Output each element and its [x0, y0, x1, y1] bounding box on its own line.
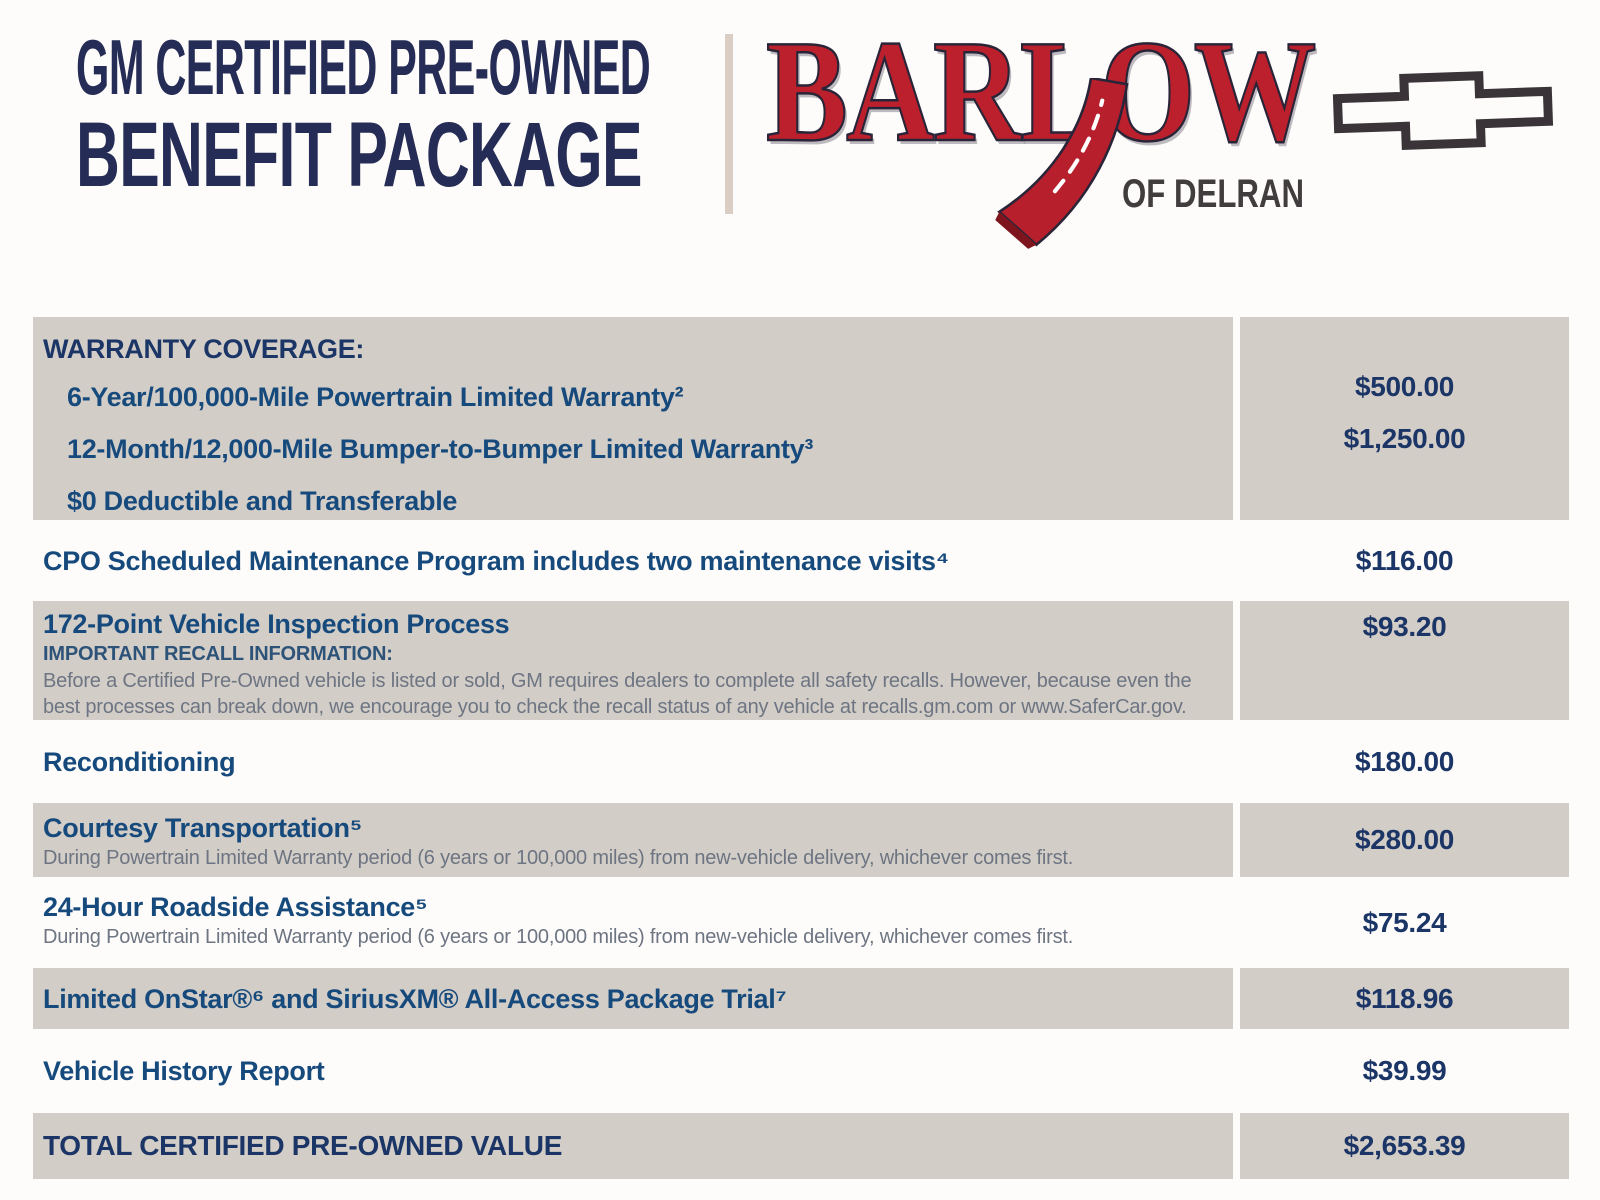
cpo-maintenance-price-cell — [1240, 523, 1569, 598]
onstar-siriusxm-cell — [33, 965, 1233, 1032]
recall-info-note: Before a Certified Pre-Owned vehicle is listed or sold, GM requires dealers to complete all safety recalls. However, because even the best processes can break down, we encourage you to check the recall status of any vehicle at recalls.gm.com or www.SaferCar.gov. — [43, 670, 1192, 718]
total-cell — [33, 1110, 1233, 1182]
courtesy-transportation-title: Courtesy Transportation⁵ — [43, 813, 363, 843]
courtesy-transportation-cell — [33, 800, 1233, 880]
onstar-siriusxm-title: Limited OnStar®⁶ and SiriusXM® All-Access Package Trial⁷ — [43, 983, 787, 1014]
onstar-siriusxm-price-cell — [1240, 965, 1569, 1032]
cpo-maintenance-title: CPO Scheduled Maintenance Program includes two maintenance visits⁴ — [43, 545, 949, 576]
vehicle-history-cell — [33, 1032, 1233, 1110]
warranty-price-cell — [1240, 314, 1569, 523]
dealer-name-logo: BARLOW — [766, 10, 1315, 172]
inspection-price-cell — [1240, 598, 1569, 723]
inspection-cell — [33, 598, 1233, 723]
table-row-inspection — [33, 598, 1569, 723]
price-reconditioning: $180.00 — [1354, 745, 1455, 777]
table-row-total — [33, 1110, 1569, 1182]
cpo-maintenance-cell — [33, 523, 1233, 598]
inspection-title: 172-Point Vehicle Inspection Process — [43, 609, 510, 639]
reconditioning-price-cell — [1240, 723, 1569, 800]
price-vehicle-history: $39.99 — [1362, 1055, 1447, 1086]
vehicle-history-price-cell — [1240, 1032, 1569, 1110]
road-ribbon-icon — [988, 78, 1163, 253]
price-courtesy-transportation: $280.00 — [1354, 824, 1455, 855]
table-row-warranty-coverage — [33, 314, 1569, 523]
dealer-logo — [760, 10, 1580, 240]
warranty-section-heading: WARRANTY COVERAGE: — [43, 334, 365, 364]
price-bumper: $1,250.00 — [1343, 423, 1466, 454]
table-row-courtesy-transportation — [33, 800, 1569, 880]
roadside-assistance-price-cell — [1240, 880, 1569, 965]
roadside-assistance-cell — [33, 880, 1233, 965]
courtesy-transportation-note: During Powertrain Limited Warranty period (6 years or 100,000 miles) from new-vehicle delivery, whichever comes first. — [43, 847, 1074, 869]
price-cpo-maintenance: $116.00 — [1355, 544, 1454, 576]
total-price-cell — [1240, 1110, 1569, 1182]
reconditioning-cell — [33, 723, 1233, 800]
page-title-line1: GM CERTIFIED PRE-OWNED — [76, 23, 651, 111]
table-row-reconditioning — [33, 723, 1569, 800]
chevrolet-bowtie-icon — [1332, 70, 1554, 152]
price-roadside-assistance: $75.24 — [1362, 906, 1447, 938]
dealer-location-label: OF DELRAN — [1122, 172, 1304, 216]
header-divider — [725, 34, 733, 214]
warranty-coverage-cell — [33, 314, 1233, 523]
price-onstar-siriusxm: $118.96 — [1355, 982, 1454, 1014]
total-title: TOTAL CERTIFIED PRE-OWNED VALUE — [43, 1130, 563, 1161]
benefit-table — [33, 314, 1569, 1182]
warranty-item-powertrain: 6-Year/100,000-Mile Powertrain Limited Warranty² — [67, 382, 684, 412]
price-inspection: $93.20 — [1362, 611, 1447, 642]
table-row-roadside-assistance — [33, 880, 1569, 965]
roadside-assistance-title: 24-Hour Roadside Assistance⁵ — [43, 892, 428, 922]
recall-info-heading: IMPORTANT RECALL INFORMATION: — [43, 643, 393, 665]
price-powertrain: $500.00 — [1354, 371, 1455, 402]
roadside-assistance-note: During Powertrain Limited Warranty period (6 years or 100,000 miles) from new-vehicle delivery, whichever comes first. — [43, 926, 1074, 948]
page-title-line2: BENEFIT PACKAGE — [76, 104, 642, 206]
table-row-cpo-maintenance — [33, 523, 1569, 598]
table-row-onstar-siriusxm — [33, 965, 1569, 1032]
table-row-vehicle-history — [33, 1032, 1569, 1110]
warranty-item-bumper: 12-Month/12,000-Mile Bumper-to-Bumper Limited Warranty³ — [67, 434, 814, 464]
price-total: $2,653.39 — [1343, 1130, 1466, 1161]
masthead — [0, 0, 1600, 300]
reconditioning-title: Reconditioning — [43, 746, 236, 777]
courtesy-transportation-price-cell — [1240, 800, 1569, 880]
warranty-item-deductible: $0 Deductible and Transferable — [67, 486, 458, 516]
vehicle-history-title: Vehicle History Report — [43, 1056, 325, 1086]
